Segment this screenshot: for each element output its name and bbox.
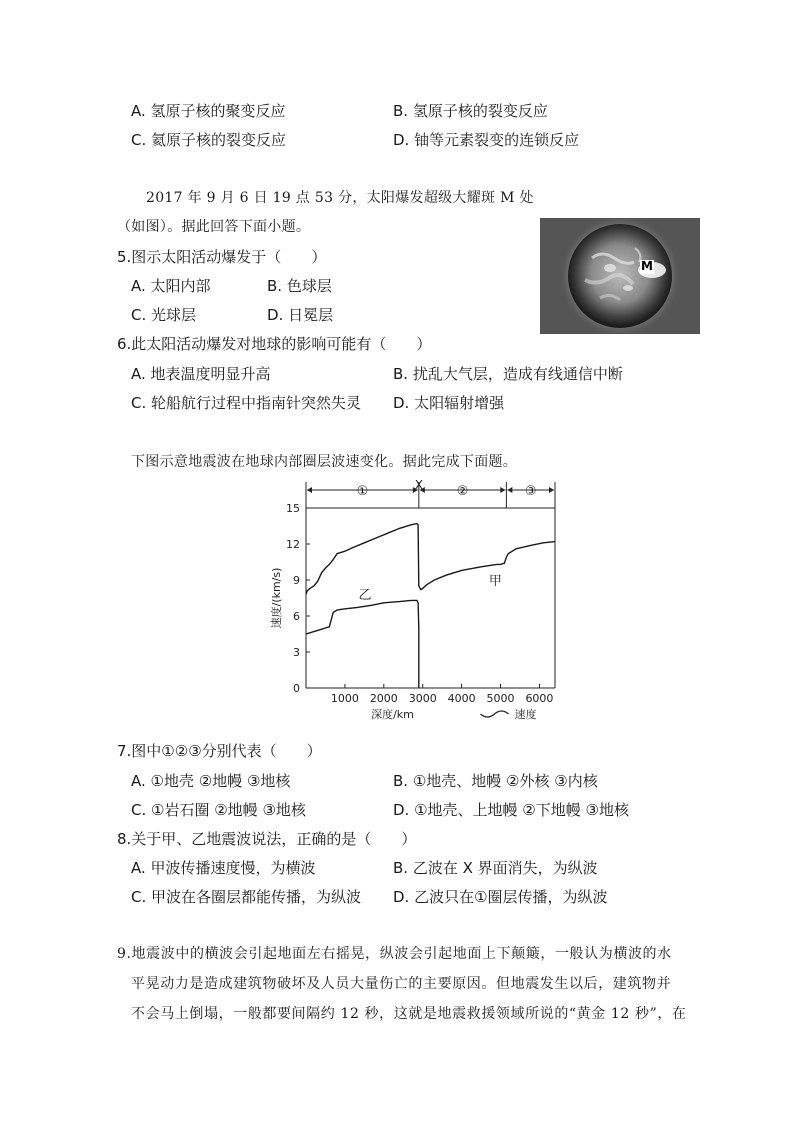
layer-arrow-right bbox=[549, 487, 554, 493]
chart-series bbox=[306, 524, 555, 688]
x-tick-label: 6000 bbox=[525, 692, 554, 705]
sun-intro-line2: （如图）。据此回答下面小题。 bbox=[117, 219, 311, 235]
q8-option-b: B. 乙波在 X 界面消失，为纵波 bbox=[393, 859, 598, 877]
layer-arrow-left bbox=[307, 487, 312, 493]
y-tick-label: 12 bbox=[286, 538, 300, 551]
y-tick-label: 0 bbox=[293, 682, 300, 695]
legend-label: 速度 bbox=[514, 708, 537, 721]
layer-label: ① bbox=[356, 484, 369, 499]
chart-axes bbox=[286, 502, 555, 705]
layer-arrow-left bbox=[507, 487, 512, 493]
q6-stem: 6.此太阳活动爆发对地球的影响可能有（ ） bbox=[117, 335, 432, 353]
q6-option-d: D. 太阳辐射增强 bbox=[393, 394, 505, 412]
q7-option-c: C. ①岩石圈 ②地幔 ③地核 bbox=[131, 801, 306, 819]
q6-option-b: B. 扰乱大气层，造成有线通信中断 bbox=[393, 365, 623, 383]
x-tick-label: 1000 bbox=[330, 692, 359, 705]
x-tick-label: 3000 bbox=[408, 692, 437, 705]
q6-option-a: A. 地表温度明显升高 bbox=[131, 365, 271, 383]
q9-line2: 平晃动力是造成建筑物破坏及人员大量伤亡的主要原因。但地震发生以后，建筑物并 bbox=[131, 976, 672, 992]
layer-label: ② bbox=[456, 484, 469, 499]
q8-stem: 8.关于甲、乙地震波说法，正确的是（ ） bbox=[117, 830, 417, 848]
q6-option-c: C. 轮船航行过程中指南针突然失灵 bbox=[131, 394, 362, 412]
q9-line3: 不会马上倒塌，一般都要间隔约 12 秒，这就是地震救援领域所说的“黄金 12 秒”，在 bbox=[131, 1006, 687, 1022]
sun-flare-photo bbox=[540, 218, 700, 334]
x-tick-label: 2000 bbox=[369, 692, 398, 705]
layer-label: ③ bbox=[524, 484, 537, 499]
q8-option-d: D. 乙波只在①圈层传播，为纵波 bbox=[393, 888, 608, 906]
seismic-wave-chart bbox=[268, 478, 568, 728]
y-tick-label: 3 bbox=[293, 646, 300, 659]
q4-option-b: B. 氢原子核的裂变反应 bbox=[393, 102, 548, 120]
chart-layer-bands bbox=[306, 478, 555, 508]
sun-image bbox=[540, 218, 700, 334]
q8-option-a: A. 甲波传播速度慢，为横波 bbox=[131, 859, 316, 877]
q4-option-c: C. 氦原子核的裂变反应 bbox=[131, 131, 287, 149]
x-axis-label: 深度/km bbox=[371, 708, 414, 721]
q5-option-c: C. 光球层 bbox=[131, 306, 197, 324]
wave-intro: 下图示意地震波在地球内部圈层波速变化。据此完成下面题。 bbox=[131, 454, 518, 470]
series-line-jia bbox=[306, 524, 555, 595]
y-axis-label: 速度/(km/s) bbox=[270, 567, 283, 629]
y-tick-label: 15 bbox=[286, 502, 300, 515]
q5-stem: 5.图示太阳活动爆发于（ ） bbox=[117, 248, 327, 266]
x-tick-label: 4000 bbox=[447, 692, 476, 705]
q7-stem: 7.图中①②③分别代表（ ） bbox=[117, 742, 322, 760]
q4-option-a: A. 氢原子核的聚变反应 bbox=[131, 102, 286, 120]
y-tick-label: 9 bbox=[293, 574, 300, 587]
q4-option-d: D. 铀等元素裂变的连锁反应 bbox=[393, 131, 580, 149]
q5-option-b: B. 色球层 bbox=[267, 277, 332, 295]
y-tick-label: 6 bbox=[293, 610, 300, 623]
q8-option-c: C. 甲波在各圈层都能传播，为纵波 bbox=[131, 888, 362, 906]
x-tick-label: 5000 bbox=[486, 692, 515, 705]
sun-intro-line1: 2017 年 9 月 6 日 19 点 53 分，太阳爆发超级大耀斑 M 处 bbox=[146, 190, 534, 206]
legend-line-sample bbox=[481, 711, 509, 717]
layer-arrow-right bbox=[500, 487, 505, 493]
series-line-yi bbox=[306, 600, 419, 688]
q7-option-a: A. ①地壳 ②地幔 ③地核 bbox=[131, 772, 291, 790]
q7-option-d: D. ①地壳、上地幔 ②下地幔 ③地核 bbox=[393, 801, 629, 819]
boundary-x-label: X bbox=[414, 478, 423, 492]
q7-option-b: B. ①地壳、地幔 ②外核 ③内核 bbox=[393, 772, 598, 790]
series-label-jia: 甲 bbox=[488, 573, 502, 589]
flare-marker-m: M bbox=[641, 259, 653, 273]
q5-option-a: A. 太阳内部 bbox=[131, 277, 211, 295]
q9-line1: 9.地震波中的横波会引起地面左右摇晃，纵波会引起地面上下颠簸，一般认为横波的水 bbox=[117, 946, 672, 962]
series-label-yi: 乙 bbox=[358, 588, 372, 604]
q5-option-d: D. 日冕层 bbox=[267, 306, 334, 324]
